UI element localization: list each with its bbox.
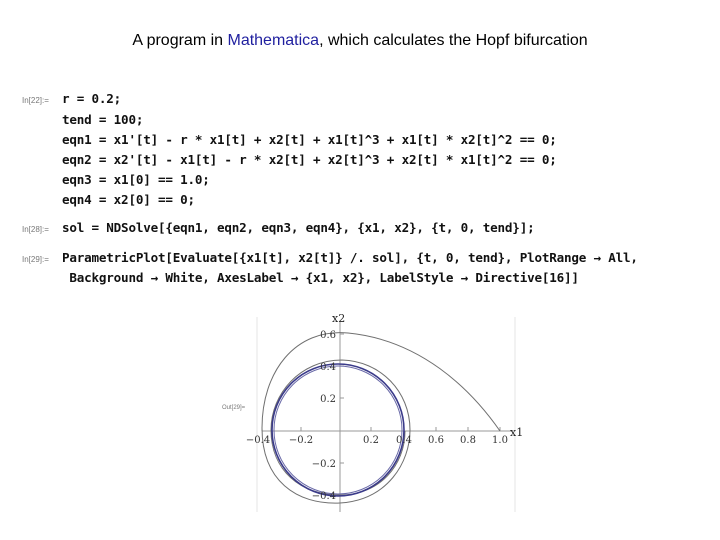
y-axis-label: x2 <box>332 312 346 325</box>
cell-input-label: In[22]:= <box>22 96 49 105</box>
x-axis-label: x1 <box>510 426 524 439</box>
code-line[interactable]: Background → White, AxesLabel → {x1, x2}, LabelStyle → Directive[16]] <box>62 270 579 285</box>
y-tick-label: −0.2 <box>311 459 336 470</box>
cell-input-label: In[29]:= <box>22 255 49 264</box>
title-prefix: A program in <box>132 32 228 49</box>
title-accent: Mathematica <box>227 32 320 49</box>
code-line[interactable]: eqn1 = x1'[t] - r * x1[t] + x2[t] + x1[t]^3 + x1[t] * x2[t]^2 == 0; <box>62 132 557 147</box>
limit-cycle <box>272 364 404 496</box>
title-suffix: , which calculates the Hopf bifurcation <box>319 32 588 49</box>
code-line[interactable]: eqn4 = x2[0] == 0; <box>62 192 195 207</box>
x-tick-label: 0.4 <box>396 435 412 446</box>
limit-cycle-inner <box>274 366 402 494</box>
code-line[interactable]: sol = NDSolve[{eqn1, eqn2, eqn3, eqn4}, {x1, x2}, {t, 0, tend}]; <box>62 220 535 235</box>
x-tick-label: 1.0 <box>492 435 508 446</box>
x-tick-marks <box>262 427 500 431</box>
y-tick-label: −0.4 <box>311 491 336 502</box>
y-tick-label: 0.4 <box>320 362 336 373</box>
code-line[interactable]: r = 0.2; <box>62 91 122 106</box>
x-tick-label: 0.8 <box>460 435 476 446</box>
x-tick-label: −0.2 <box>288 435 314 446</box>
code-line[interactable]: eqn2 = x2'[t] - x1[t] - r * x2[t] + x2[t]^3 + x2[t] * x1[t]^2 == 0; <box>62 152 557 167</box>
code-line[interactable]: eqn3 = x1[0] == 1.0; <box>62 172 210 187</box>
y-tick-label: 0.6 <box>320 330 336 341</box>
code-line[interactable]: ParametricPlot[Evaluate[{x1[t], x2[t]} /. sol], {t, 0, tend}, PlotRange → All, <box>62 250 638 265</box>
x-tick-label: −0.4 <box>245 435 271 446</box>
code-line[interactable]: tend = 100; <box>62 112 144 127</box>
x-tick-label: 0.2 <box>363 435 379 446</box>
x-tick-label: 0.6 <box>428 435 444 446</box>
y-tick-label: 0.2 <box>320 394 336 405</box>
cell-output-label: Out[29]= <box>222 405 246 411</box>
y-tick-marks <box>340 334 344 495</box>
cell-input-label: In[28]:= <box>22 225 49 234</box>
